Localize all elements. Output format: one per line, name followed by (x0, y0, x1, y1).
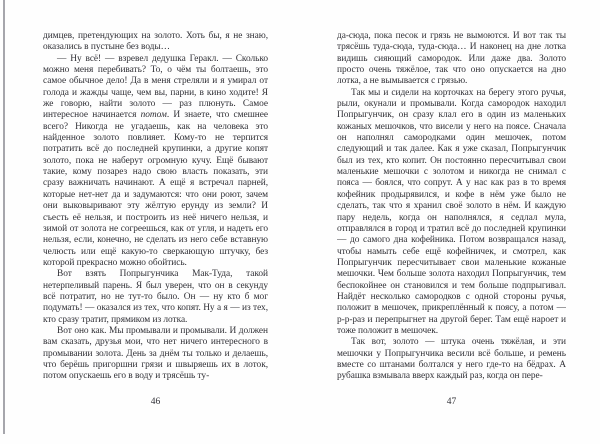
paragraph (43, 54, 268, 270)
right-page-text (337, 31, 566, 385)
left-page-text (43, 31, 268, 385)
paragraph: Так мы и сидели на корточках на берегу этого ручья, рыли, окунали и промывали. Когда самородок находил Попрыгунчик, он сразу клал его в один из маленьких кожаных мешочков, что висели у него на поясе. Сначала он наполнял самородками один мешочек, потом следующий и так далее. Как я уже сказал, Попрыгунчик был из тех, кто копит. Он постоянно пересчитывал свои маленькие мешочки с золотом и никогда не снимал с пояса — боялся, что сопрут. А у нас как раз в то время кофейник продырявился, и кофе в нём уже было не сделать, так что я хранил своё золото в нём. И каждую пару недель, когда он наполнялся, я седлал мула, отправлялся в город и тратил всё до последней крупинки — до самого дна кофейника. Потом возвращался назад, чтобы намыть себе ещё кофейничек, и смотрел, как Попрыгунчик пересчитывает свои маленькие кожаные мешочки. Чем больше золота находил Попрыгунчик, тем беспокойнее он становился и тем больше подпрыгивал. Найдёт несколько самородков с одной стороны ручья, положит в мешочек, прикреплённый к поясу, а потом — р-р-раз и перепрыгнет на другой берег. Там ещё нароет и тоже положит в мешочек. (337, 87, 566, 336)
italic-word: потом (140, 110, 167, 121)
paragraph: Вот оно как. Мы промывали и промывали. И должен вам сказать, друзья мои, что нет ничего интересного в промывании золота. День за днём ты только и делаешь, что берёшь пригоршни грязи и швыряешь их в лоток, потом опускаешь его в воду и трясёшь ту- (43, 325, 268, 382)
paragraph: Вот взять Попрыгунчика Мак-Туда, такой нетерпеливый парень. Я был уверен, что он в секунду всё потратит, но не тут-то было. Он — ну кто б мог подумать! — оказался из тех, что копят. Ну а я — из тех, кто сразу тратит, прямиком из лотка. (43, 269, 268, 325)
page-edge-line (3, 0, 5, 434)
paragraph: Так вот, золото — штука очень тяжёлая, и эти мешочки у Попрыгунчика весили всё больше, и ремень вместе со штанами болтался у него где-то на бёдрах. А рубашка взмывала вверх каждый раз, когда он пере- (337, 337, 566, 382)
paragraph-continuation: да-сюда, пока песок и грязь не вымоются. И вот так ты трясёшь туда-сюда, туда-сюда… И наконец на дне лотка видишь сияющий самородок. Или даже два. Золото просто очень тяжёлое, так что оно опускается на дно лотка, а не вымывается с грязью. (337, 31, 566, 87)
paragraph-continuation: димцев, претендующих на золото. Хоть бы, я не знаю, оказались в пустыне без воды… (43, 31, 268, 53)
paragraph-text-after-italic: . И знаете, что смешнее всего? Никогда не угадаешь, как на человека это найденное золото повлияет. Кому-то не терпится потратить всё до последней крупинки, а другие копят золото, пока не наберут огромную кучу. Ещё бывают такие, кому позарез надо свою власть показать, эти сразу важничать начинают. А ещё я встречал парней, которые нет-нет да и задумаются: что они роют, зачем они выковыривают эту жёлтую ерунду из земли? И съесть её нельзя, и построить из неё ничего нельзя, и зимой от золота не согреешься, как от угля, и надеть его нельзя, если, конечно, не сделать из него себе вставную челюсть или ещё какую-то сверкающую штучку, без которой прекрасно можно обойтись. (43, 110, 268, 268)
right-page-number: 47 (446, 397, 457, 407)
left-page-number: 46 (150, 397, 161, 407)
paragraph-text-before-italic: — Ну всё! — взревел дедушка Геракл. — Сколько можно меня перебивать? То, о чём ты болтаешь, это самое обычное дело! Да в меня стреляли и я умирал от голода и жажды чаще, чем вы, парни, в кино ходите! Я же говорю, найти золото — раз плюнуть. Самое интересное начинается (43, 53, 268, 121)
